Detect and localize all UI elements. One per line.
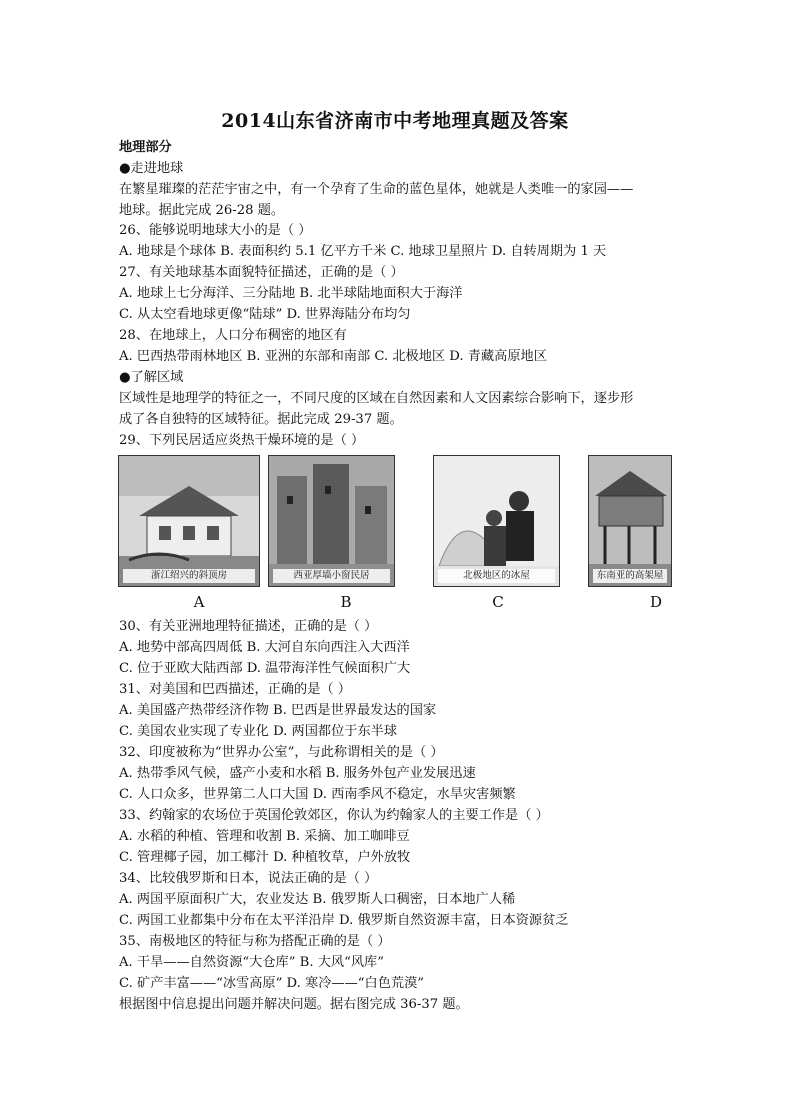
stilt-house-image — [589, 456, 671, 586]
instruction-line: 根据图中信息提出问题并解决问题。据右图完成 36-37 题。 — [119, 997, 469, 1012]
question-31: 31、对美国和巴西描述，正确的是（ ） — [119, 682, 351, 697]
question-34-options-ab: A. 两国平原面积广大，农业发达 B. 俄罗斯人口稠密，日本地广人稀 — [119, 892, 516, 907]
question-32-options-ab: A. 热带季风气候，盛产小麦和水稻 B. 服务外包产业发展迅速 — [119, 766, 476, 781]
question-31-options-ab: A. 美国盛产热带经济作物 B. 巴西是世界最发达的国家 — [119, 703, 437, 718]
question-28-options: A. 巴西热带雨林地区 B. 亚洲的东部和南部 C. 北极地区 D. 青藏高原地区 — [119, 349, 547, 364]
question-27-options-cd: C. 从太空看地球更像“陆球” D. 世界海陆分布均匀 — [119, 307, 411, 322]
question-30-options-ab: A. 地势中部高四周低 B. 大河自东向西注入大西洋 — [119, 640, 410, 655]
photo-caption-b: 西亚厚墙小窗民居 — [273, 569, 390, 583]
paragraph-line: 在繁星璀璨的茫茫宇宙之中，有一个孕育了生命的蓝色星体，她就是人类唯一的家园—— — [119, 182, 634, 197]
option-letter-b: B — [340, 593, 352, 611]
question-34-options-cd: C. 两国工业都集中分布在太平洋沿岸 D. 俄罗斯自然资源丰富，日本资源贫乏 — [119, 913, 569, 928]
photo-thick-wall-house — [268, 455, 395, 587]
option-letter-c: C — [492, 593, 504, 611]
photo-stilt-house — [588, 455, 672, 587]
paragraph-line: 成了各自独特的区域特征。据此完成 29-37 题。 — [119, 412, 403, 427]
section-heading: 地理部分 — [119, 140, 172, 155]
question-33: 33、约翰家的农场位于英国伦敦郊区，你认为约翰家人的主要工作是（ ） — [119, 808, 549, 823]
question-29: 29、下列民居适应炎热干燥环境的是（ ） — [119, 433, 365, 448]
dwelling-photos — [118, 455, 670, 613]
question-32: 32、印度被称为“世界办公室”，与此称谓相关的是（ ） — [119, 745, 444, 760]
subsection-heading: ●了解区域 — [119, 370, 184, 385]
question-32-options-cd: C. 人口众多，世界第二人口大国 D. 西南季风不稳定，水旱灾害频繁 — [119, 787, 516, 802]
question-26: 26、能够说明地球大小的是（ ） — [119, 223, 312, 238]
photo-caption-a: 浙江绍兴的斜顶房 — [123, 569, 255, 583]
question-33-options-cd: C. 管理椰子园，加工椰汁 D. 种植牧草，户外放牧 — [119, 850, 411, 865]
igloo-image — [434, 456, 559, 586]
question-30: 30、有关亚洲地理特征描述，正确的是（ ） — [119, 619, 378, 634]
question-34: 34、比较俄罗斯和日本，说法正确的是（ ） — [119, 871, 378, 886]
sloped-roof-house-image — [119, 456, 259, 586]
photo-caption-d: 东南亚的高架屋 — [593, 569, 667, 583]
subsection-heading: ●走进地球 — [119, 161, 184, 176]
question-30-options-cd: C. 位于亚欧大陆西部 D. 温带海洋性气候面积广大 — [119, 661, 411, 676]
question-33-options-ab: A. 水稻的种植、管理和收割 B. 采摘、加工咖啡豆 — [119, 829, 410, 844]
option-letter-a: A — [193, 593, 205, 611]
paragraph-line: 地球。据此完成 26-28 题。 — [119, 203, 285, 218]
photo-caption-c: 北极地区的冰屋 — [438, 569, 555, 583]
question-31-options-cd: C. 美国农业实现了专业化 D. 两国都位于东半球 — [119, 724, 398, 739]
question-27: 27、有关地球基本面貌特征描述，正确的是（ ） — [119, 265, 404, 280]
thick-wall-house-image — [269, 456, 394, 586]
photo-igloo — [433, 455, 560, 587]
question-27-options-ab: A. 地球上七分海洋、三分陆地 B. 北半球陆地面积大于海洋 — [119, 286, 463, 301]
paragraph-line: 区域性是地理学的特征之一，不同尺度的区域在自然因素和人文因素综合影响下，逐步形 — [119, 391, 634, 406]
question-28: 28、在地球上，人口分布稠密的地区有 — [119, 328, 347, 343]
question-35-options-ab: A. 干旱——自然资源“大仓库” B. 大风“风库” — [119, 955, 384, 970]
page-title: 2014山东省济南市中考地理真题及答案 — [221, 110, 569, 132]
option-letter-d: D — [649, 593, 663, 611]
photo-sloped-roof-house — [118, 455, 260, 587]
question-35-options-cd: C. 矿产丰富——“冰雪高原” D. 寒冷——“白色荒漠” — [119, 976, 425, 991]
question-26-options: A. 地球是个球体 B. 表面积约 5.1 亿平方千米 C. 地球卫星照片 D. 自转周期为 1 天 — [119, 244, 607, 259]
question-35: 35、南极地区的特征与称为搭配正确的是（ ） — [119, 934, 391, 949]
